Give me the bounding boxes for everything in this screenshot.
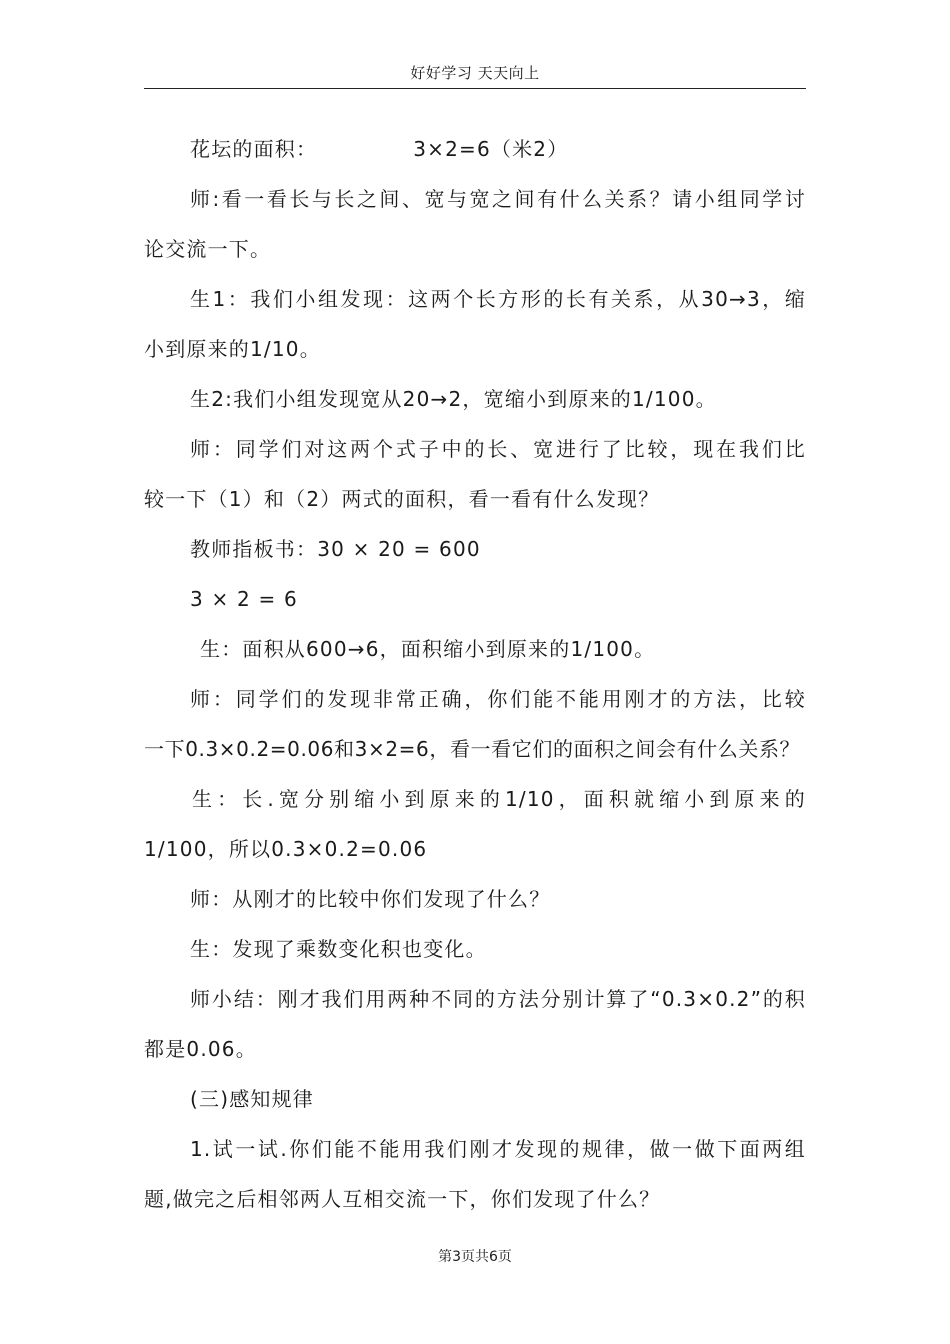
text-line-5: 小到原来的1/10。 [144, 337, 321, 361]
text-line-12: 师：同学们的发现非常正确，你们能不能用刚才的方法，比较 [190, 687, 806, 711]
text-line-3: 论交流一下。 [144, 237, 272, 261]
text-line-6: 生2:我们小组发现宽从20→2，宽缩小到原来的1/100。 [190, 387, 717, 411]
text-line-14: 生：长.宽分别缩小到原来的1/10，面积就缩小到原来的 [192, 787, 806, 811]
text-line-4: 生1：我们小组发现：这两个长方形的长有关系，从30→3，缩 [190, 287, 806, 311]
section-heading: (三)感知规律 [190, 1087, 315, 1111]
page-header: 好好学习 天天向上 [410, 64, 540, 82]
text-line-18: 师小结：刚才我们用两种不同的方法分别计算了“0.3×0.2”的积 [190, 987, 806, 1011]
text-line-1 [144, 135, 806, 163]
text-line-9: 教师指板书：30 × 20 = 600 [190, 537, 481, 561]
text-line-17: 生：发现了乘数变化积也变化。 [190, 937, 487, 961]
text-line-19: 都是0.06。 [144, 1037, 257, 1061]
text-line-1a: 花坛的面积： [190, 137, 318, 161]
text-line-1b: 3×2=6（米2） [413, 137, 569, 161]
text-line-16: 师：从刚才的比较中你们发现了什么？ [190, 887, 551, 911]
text-line-13: 一下0.3×0.2=0.06和3×2=6，看一看它们的面积之间会有什么关系？ [144, 737, 801, 761]
text-line-8: 较一下（1）和（2）两式的面积，看一看有什么发现？ [144, 487, 660, 511]
text-line-22: 题,做完之后相邻两人互相交流一下，你们发现了什么？ [144, 1187, 661, 1211]
header-divider [144, 88, 806, 89]
text-line-11: 生：面积从600→6，面积缩小到原来的1/100。 [200, 637, 656, 661]
text-line-10: 3 × 2 = 6 [190, 587, 298, 611]
page-number: 第3页共6页 [438, 1249, 512, 1265]
text-line-7: 师：同学们对这两个式子中的长、宽进行了比较，现在我们比 [190, 437, 806, 461]
text-line-2: 师:看一看长与长之间、宽与宽之间有什么关系？请小组同学讨 [190, 187, 806, 211]
text-line-15: 1/100，所以0.3×0.2=0.06 [144, 837, 428, 861]
text-line-21: 1.试一试.你们能不能用我们刚才发现的规律，做一做下面两组 [190, 1137, 806, 1161]
